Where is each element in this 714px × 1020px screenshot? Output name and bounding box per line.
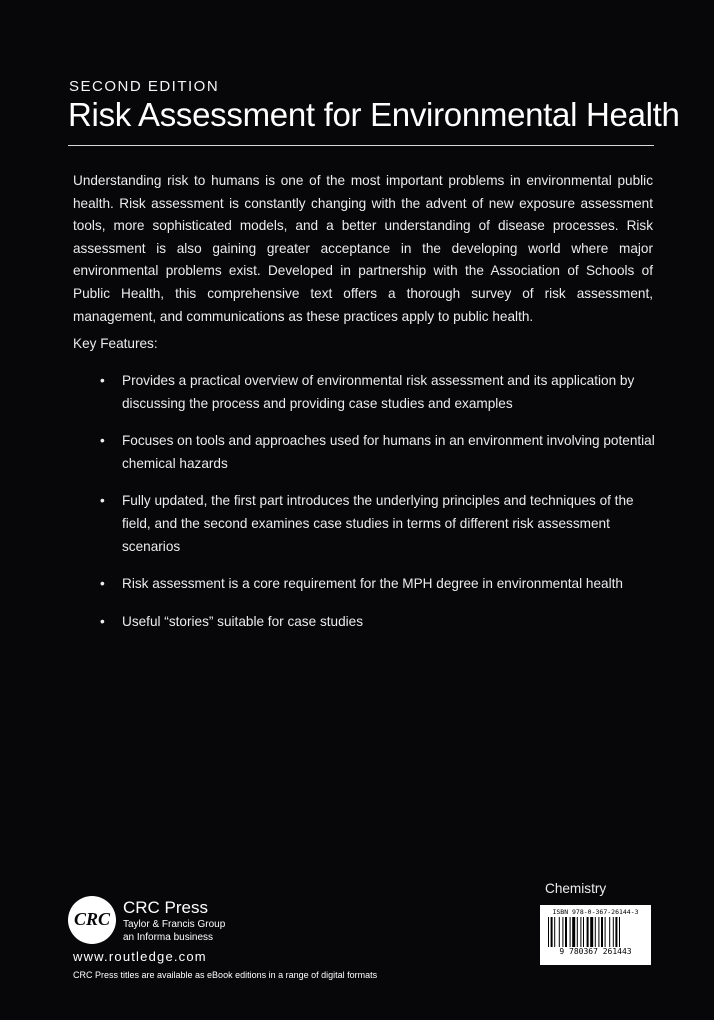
- feature-text: Provides a practical overview of environmental risk assessment and its application by discussing the process and providing case studies and examples: [122, 373, 635, 411]
- publisher-website[interactable]: www.routledge.com: [73, 949, 207, 964]
- feature-text: Useful “stories” suitable for case studies: [122, 613, 364, 629]
- publisher-group: Taylor & Francis Group: [123, 919, 226, 930]
- bullet-icon: •: [100, 493, 105, 509]
- subject-category: Chemistry: [545, 881, 607, 896]
- edition-label: SECOND EDITION: [69, 78, 220, 95]
- feature-text: Focuses on tools and approaches used for humans in an environment involving potential chemical hazards: [122, 433, 655, 471]
- crc-logo-text: CRC: [73, 909, 111, 929]
- isbn-label: ISBN 978-0-367-26144-3: [552, 908, 639, 916]
- barcode-bars-icon: [546, 917, 646, 947]
- crc-logo-icon: [68, 896, 116, 944]
- bullet-icon: •: [100, 576, 105, 592]
- feature-text: Fully updated, the first part introduces the underlying principles and techniques of the field, and the second examines case studies in terms of different risk assessment scenarios: [122, 493, 634, 554]
- key-features-list: [100, 370, 660, 648]
- key-features-heading: Key Features:: [73, 336, 158, 351]
- list-item: [100, 611, 660, 634]
- title-divider: [68, 145, 654, 146]
- isbn-digits: 9 780367 261443: [559, 947, 632, 956]
- bullet-icon: •: [100, 433, 105, 449]
- bullet-icon: •: [100, 613, 105, 629]
- book-title: Risk Assessment for Environmental Health: [68, 96, 680, 133]
- publisher-business: an Informa business: [123, 932, 214, 943]
- isbn-barcode: [540, 905, 651, 965]
- list-item: [100, 430, 660, 475]
- list-item: [100, 490, 660, 558]
- publisher-name: CRC Press: [123, 898, 209, 917]
- bullet-icon: •: [100, 373, 105, 388]
- list-item: [100, 573, 660, 596]
- book-description: Understanding risk to humans is one of the most important problems in environmental public health. Risk assessment is constantly changing with the advent of new exposure assessment tools, more sophisticated models, and a better understanding of disease processes. Risk assessment is also gaining greater acceptance in the developing world where major environmental problems exist. Developed in partnership with the Association of Schools of Public Health, this comprehensive text offers a thorough survey of risk assessment, management, and communications as these practices apply to public health.: [73, 173, 653, 324]
- list-item: [100, 370, 660, 415]
- feature-text: Risk assessment is a core requirement for the MPH degree in environmental health: [122, 576, 623, 592]
- ebook-note: CRC Press titles are available as eBook editions in a range of digital formats: [73, 970, 378, 980]
